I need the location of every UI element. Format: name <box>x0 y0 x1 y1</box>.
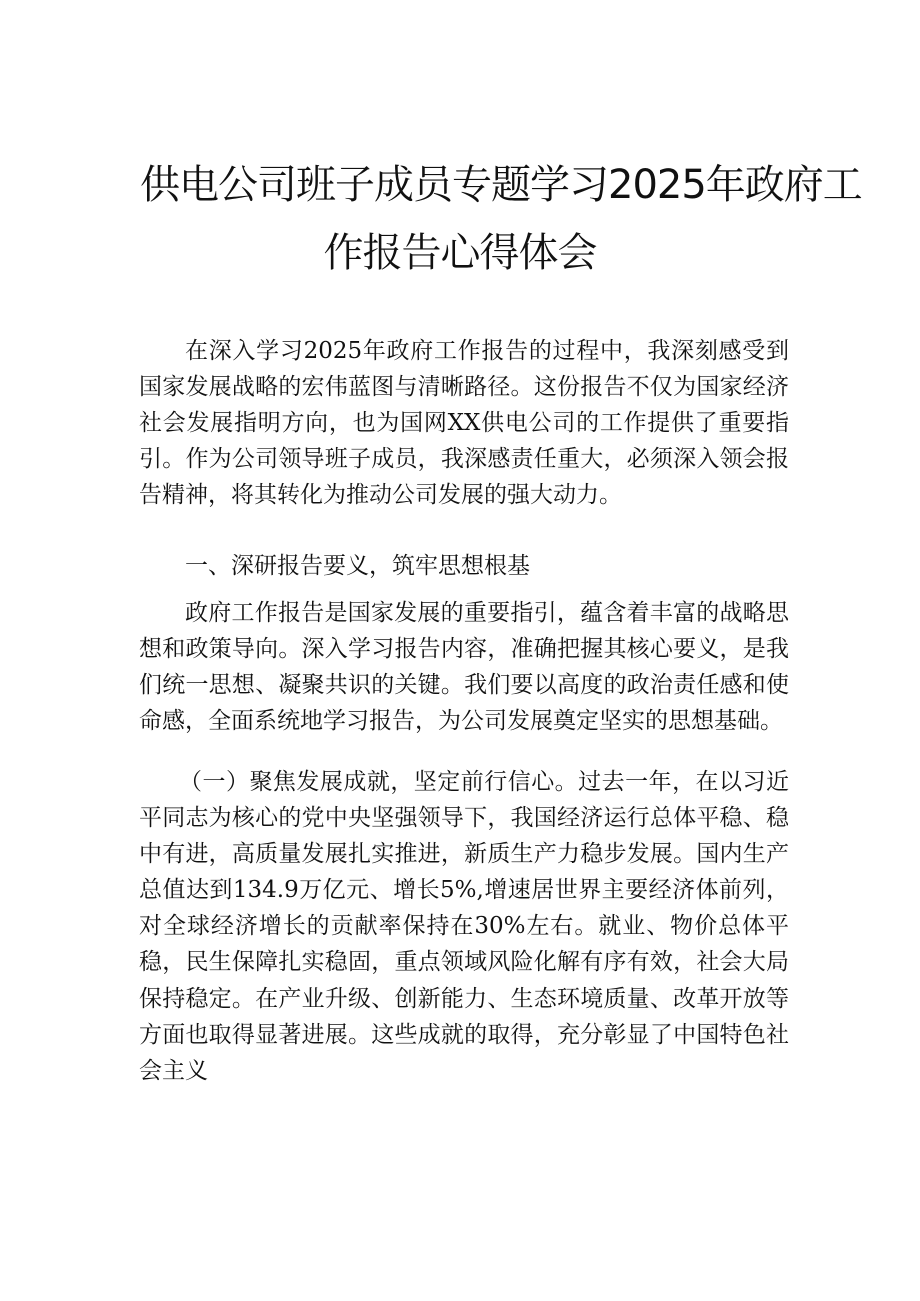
subsection-1-paragraph: （一）聚焦发展成就，坚定前行信心。过去一年，在以习近平同志为核心的党中央坚强领导下，我国经济运行总体平稳、稳中有进，高质量发展扎实推进，新质生产力稳步发展。国内生产总值达到134.9万亿元、增长5%,增速居世界主要经济体前列，对全球经济增长的贡献率保持在30%左右。就业、物价总体平稳，民生保障扎实稳固，重点领域风险化解有序有效，社会大局保持稳定。在产业升级、创新能力、生态环境质量、改革开放等方面也取得显著进展。这些成就的取得，充分彰显了中国特色社会主义 <box>139 769 789 1084</box>
document-title-line-2: 作报告心得体会 <box>323 230 597 276</box>
section-heading-1: 一、深研报告要义，筑牢思想根基 <box>185 553 530 579</box>
document-title-line-1: 供电公司班子成员专题学习2025年政府工 <box>140 162 862 208</box>
intro-paragraph: 在深入学习2025年政府工作报告的过程中，我深刻感受到国家发展战略的宏伟蓝图与清晰路径。这份报告不仅为国家经济社会发展指明方向，也为国网XX供电公司的工作提供了重要指引。作为公司领导班子成员，我深感责任重大，必须深入领会报告精神，将其转化为推动公司发展的强大动力。 <box>139 338 789 509</box>
section-1-paragraph: 政府工作报告是国家发展的重要指引，蕴含着丰富的战略思想和政策导向。深入学习报告内容，准确把握其核心要义，是我们统一思想、凝聚共识的关键。我们要以高度的政治责任感和使命感，全面系统地学习报告，为公司发展奠定坚实的思想基础。 <box>139 600 789 735</box>
